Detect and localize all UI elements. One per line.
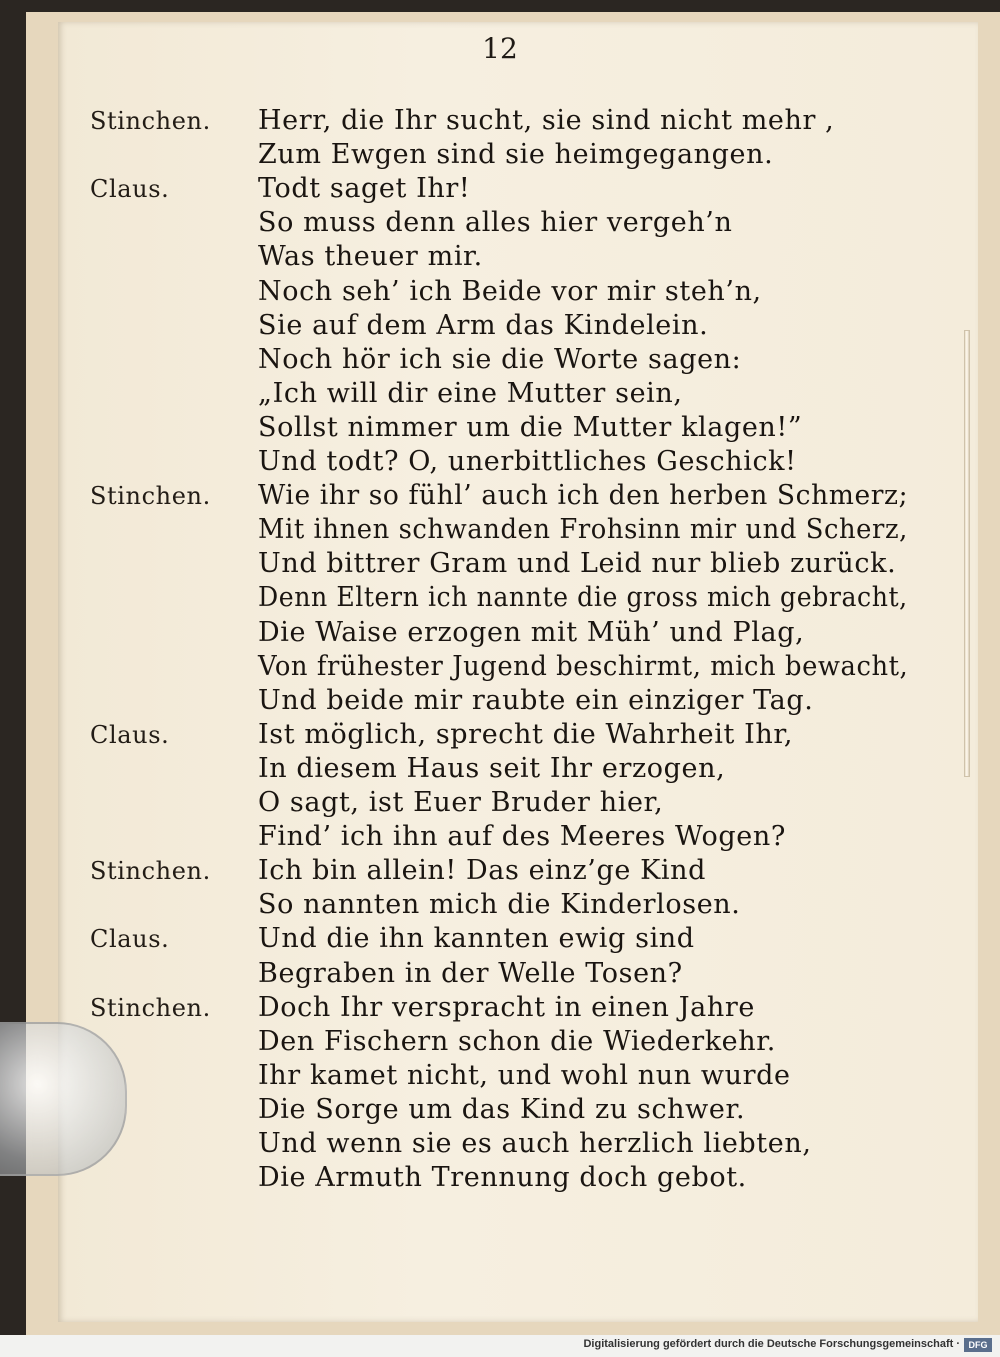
verse-text: Den Fischern schon die Wiederkehr. xyxy=(258,1025,776,1057)
speaker-name: Claus. xyxy=(90,925,170,954)
verse-text: Ich bin allein! Das einz’ge Kind xyxy=(258,855,706,887)
verse-text: Herr, die Ihr sucht, sie sind nicht mehr , xyxy=(258,105,835,136)
verse-text: Mit ihnen schwanden Frohsinn mir und Scherz, xyxy=(258,514,908,546)
verse-text: Und bittrer Gram und Leid nur blieb zurück. xyxy=(258,548,897,580)
verse-text: Ist möglich, sprecht die Wahrheit Ihr, xyxy=(258,718,794,750)
verse-text: Die Waise erzogen mit Müh’ und Plag, xyxy=(258,616,805,648)
verse-text: Todt saget Ihr! xyxy=(258,173,471,205)
verse-text: So nannten mich die Kinderlosen. xyxy=(258,889,741,921)
speaker-name: Stinchen. xyxy=(90,993,211,1022)
verse-text: Begraben in der Welle Tosen? xyxy=(258,957,683,989)
verse-text: In diesem Haus seit Ihr erzogen, xyxy=(258,752,726,784)
page-clip xyxy=(0,1022,127,1176)
dfg-logo-icon: DFG xyxy=(964,1338,992,1352)
speaker-name: Claus. xyxy=(90,720,170,749)
verse-text: Sie auf dem Arm das Kindelein. xyxy=(258,309,709,341)
verse-text: Doch Ihr verspracht in einen Jahre xyxy=(258,991,755,1023)
verse-text: Sollst nimmer um die Mutter klagen!” xyxy=(258,411,803,443)
verse-text: Die Armuth Trennung doch gebot. xyxy=(258,1162,747,1194)
footer-credit: Digitalisierung gefördert durch die Deutsche Forschungsgemeinschaft · xyxy=(583,1338,960,1350)
verse-text: Und wenn sie es auch herzlich liebten, xyxy=(258,1128,812,1159)
verse-text: Noch hör ich sie die Worte sagen: xyxy=(258,343,742,375)
page-fold xyxy=(964,330,970,777)
speaker-name: Stinchen. xyxy=(90,107,211,135)
verse-text: Von frühester Jugend beschirmt, mich bewacht, xyxy=(258,650,909,682)
verse-text: Zum Ewgen sind sie heimgegangen. xyxy=(258,139,774,171)
verse-text: Was theuer mir. xyxy=(258,241,483,273)
verse-text: Denn Eltern ich nannte die gross mich gebracht, xyxy=(258,582,908,614)
verse-text: Und die ihn kannten ewig sind xyxy=(258,923,695,955)
verse-text: Noch seh’ ich Beide vor mir steh’n, xyxy=(258,275,762,307)
verse-text: O sagt, ist Euer Bruder hier, xyxy=(258,787,664,818)
verse-text: Und todt? O, unerbittliches Geschick! xyxy=(258,446,797,477)
verse-text: Ihr kamet nicht, und wohl nun wurde xyxy=(258,1059,791,1091)
speaker-name: Claus. xyxy=(90,175,170,204)
verse-text: Wie ihr so fühl’ auch ich den herben Schmerz; xyxy=(258,480,909,512)
verse-text: So muss denn alles hier vergeh’n xyxy=(258,207,733,239)
verse-text: Die Sorge um das Kind zu schwer. xyxy=(258,1093,746,1125)
verse-text: Und beide mir raubte ein einziger Tag. xyxy=(258,684,814,716)
speaker-name: Stinchen. xyxy=(90,482,211,511)
footer-bar xyxy=(0,1335,1000,1357)
verse-text: „Ich will dir eine Mutter sein, xyxy=(258,377,683,409)
page-number: 12 xyxy=(482,32,518,65)
speaker-name: Stinchen. xyxy=(90,857,211,886)
verse-text: Find’ ich ihn auf des Meeres Wogen? xyxy=(258,821,786,853)
